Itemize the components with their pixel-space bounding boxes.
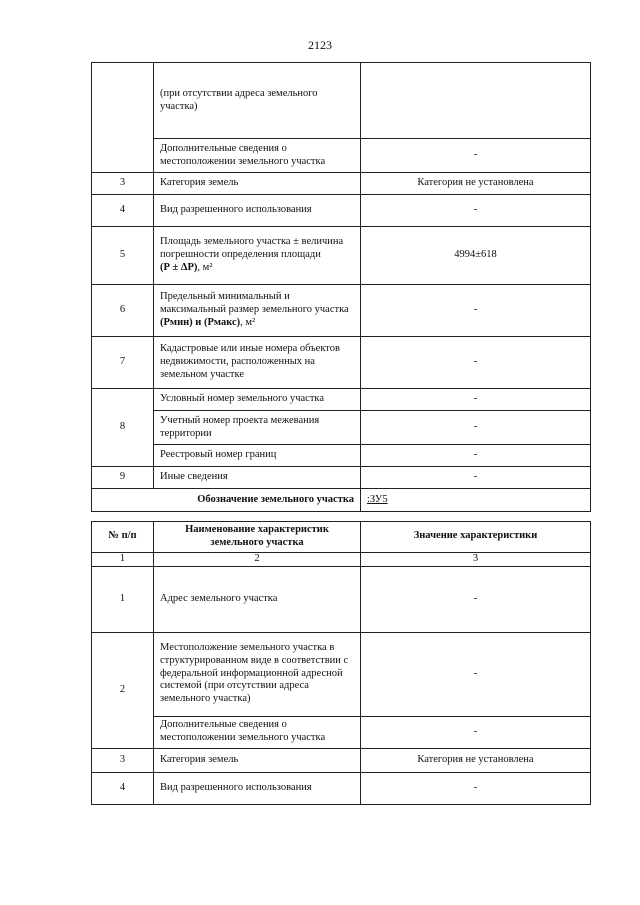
- row-number: 1: [92, 566, 154, 632]
- characteristic-value: -: [361, 632, 591, 716]
- characteristic-name: Реестровый номер границ: [154, 445, 361, 467]
- characteristic-name: Кадастровые или иные номера объектов недвижимости, расположенных на земельном участке: [154, 337, 361, 389]
- designation-label: Обозначение земельного участка: [92, 489, 361, 512]
- table-row: [92, 63, 591, 139]
- characteristic-name: [154, 285, 361, 337]
- table-row: [92, 173, 591, 195]
- characteristic-name: Вид разрешенного использования: [154, 195, 361, 227]
- table-row: [92, 748, 591, 772]
- row-number: 8: [92, 389, 154, 467]
- table-row: [92, 411, 591, 445]
- table-header-row: [92, 522, 591, 553]
- characteristic-name-text: Площадь земельного участка ± величина погрешности определения площади: [160, 236, 344, 261]
- characteristic-name: Учетный номер проекта межевания территории: [154, 411, 361, 445]
- column-number-row: [92, 552, 591, 566]
- row-number: 6: [92, 285, 154, 337]
- table-row: [92, 772, 591, 804]
- characteristic-name: Вид разрешенного использования: [154, 772, 361, 804]
- row-number: 4: [92, 772, 154, 804]
- characteristic-name: Условный номер земельного участка: [154, 389, 361, 411]
- characteristic-name: Категория земель: [154, 173, 361, 195]
- characteristic-value: -: [361, 389, 591, 411]
- characteristic-value: -: [361, 285, 591, 337]
- row-number: 3: [92, 173, 154, 195]
- formula-text: (Рмин) и (Рмакс): [160, 316, 241, 328]
- characteristic-value: -: [361, 411, 591, 445]
- row-number: 5: [92, 227, 154, 285]
- characteristic-name: Местоположение земельного участка в структурированном виде в соответствии с федеральной информационной адресной системой (при отсутствии адреса земельного участка): [154, 632, 361, 716]
- table-row: [92, 632, 591, 716]
- row-number-cell: [92, 63, 154, 173]
- characteristic-name: Иные сведения: [154, 467, 361, 489]
- characteristic-name-text: Предельный минимальный и максимальный размер земельного участка: [160, 291, 349, 316]
- designation-value: :ЗУ5: [361, 489, 591, 512]
- row-number: 9: [92, 467, 154, 489]
- characteristic-name: Дополнительные сведения о местоположении земельного участка: [154, 139, 361, 173]
- table-row: [92, 285, 591, 337]
- column-number: 3: [361, 552, 591, 566]
- characteristic-value: -: [361, 139, 591, 173]
- characteristic-value: [361, 63, 591, 139]
- table-row: [92, 467, 591, 489]
- characteristic-value: 4994±618: [361, 227, 591, 285]
- characteristic-value: -: [361, 337, 591, 389]
- characteristic-name: Категория земель: [154, 748, 361, 772]
- characteristic-value: -: [361, 772, 591, 804]
- header-value: Значение характеристики: [361, 522, 591, 553]
- characteristic-value: Категория не установлена: [361, 748, 591, 772]
- table-row: [92, 227, 591, 285]
- characteristic-value: -: [361, 195, 591, 227]
- designation-row: [92, 489, 591, 512]
- table-row: [92, 445, 591, 467]
- row-number: 2: [92, 632, 154, 748]
- table-row: [92, 716, 591, 748]
- table-row: [92, 337, 591, 389]
- land-plot-table-continued: [91, 62, 591, 512]
- characteristic-value: -: [361, 566, 591, 632]
- characteristic-value: -: [361, 467, 591, 489]
- characteristic-name: (при отсутствии адреса земельного участка): [154, 63, 361, 139]
- header-name: Наименование характеристик земельного участка: [154, 522, 361, 553]
- row-number: 4: [92, 195, 154, 227]
- table-row: [92, 389, 591, 411]
- header-num: № п/п: [92, 522, 154, 553]
- table-row: [92, 139, 591, 173]
- characteristic-value: -: [361, 445, 591, 467]
- table-row: [92, 566, 591, 632]
- page-number: 2123: [308, 38, 332, 52]
- table-row: [92, 195, 591, 227]
- unit-text: , м²: [240, 316, 256, 328]
- unit-text: , м²: [197, 261, 213, 273]
- characteristic-name: [154, 227, 361, 285]
- characteristic-name: Дополнительные сведения о местоположении земельного участка: [154, 716, 361, 748]
- land-plot-table: [91, 521, 591, 805]
- formula-text: (Р ± ΔР): [160, 261, 198, 273]
- row-number: 3: [92, 748, 154, 772]
- characteristic-value: Категория не установлена: [361, 173, 591, 195]
- column-number: 2: [154, 552, 361, 566]
- row-number: 7: [92, 337, 154, 389]
- column-number: 1: [92, 552, 154, 566]
- characteristic-value: -: [361, 716, 591, 748]
- characteristic-name: Адрес земельного участка: [154, 566, 361, 632]
